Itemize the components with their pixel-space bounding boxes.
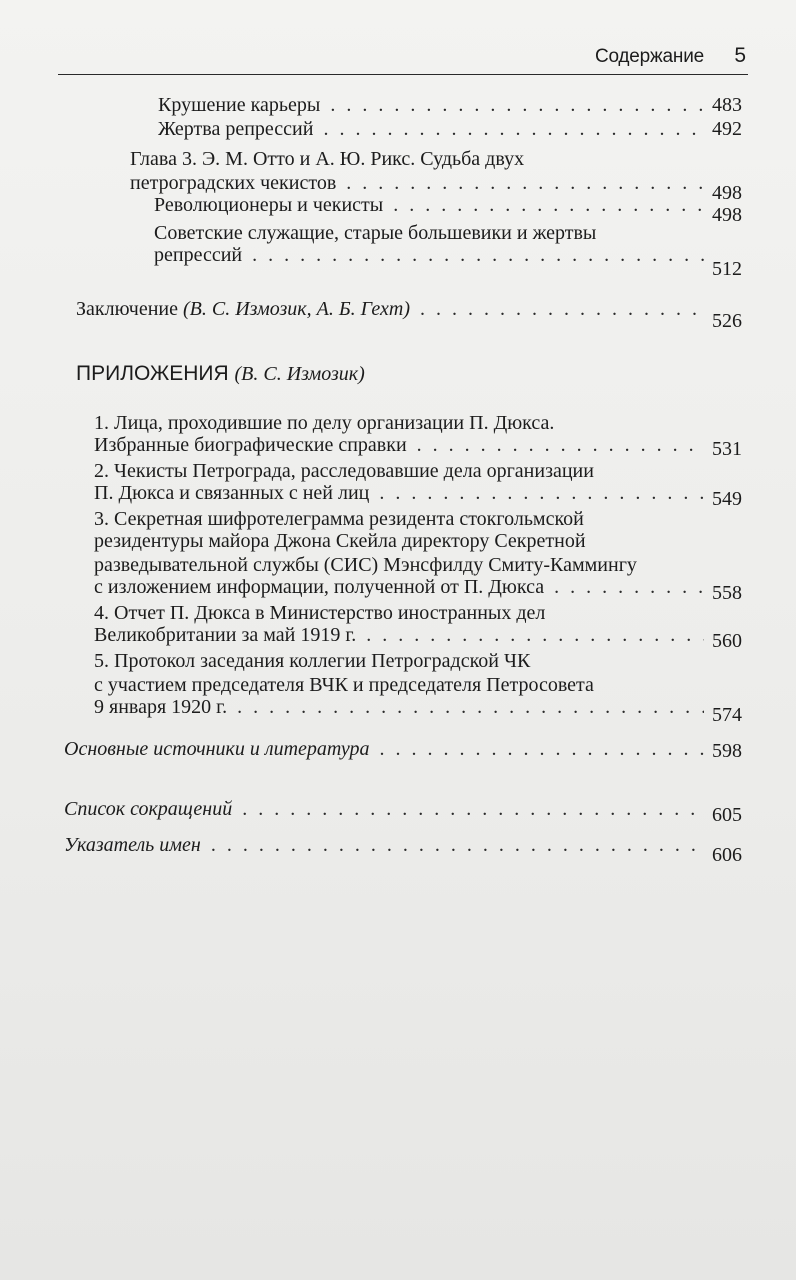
leader-dots [366, 624, 704, 646]
leader-dots [417, 434, 704, 456]
toc-entry-line: разведывательной службы (СИС) Мэнсфилду Смиту-Каммингу [94, 554, 637, 576]
toc-entry: Революционеры и чекисты . . . 498 [154, 194, 742, 216]
header-title: Содержание [594, 46, 704, 67]
toc-entry-conclusion: Заключение (В. С. Измозик, А. Б. Гехт) . . . 526 [76, 298, 742, 320]
toc-entry-line: 1. Лица, проходившие по делу организации П. Дюкса. [94, 412, 555, 434]
toc-entry: Избранные биографические справки . . . 531 [94, 434, 742, 456]
leader-dots [237, 696, 704, 718]
leader-dots [393, 194, 704, 216]
running-header [58, 40, 748, 75]
leader-dots [380, 738, 705, 760]
toc-entry-line: Глава 3. Э. М. Отто и А. Ю. Рикс. Судьба двух [130, 148, 525, 170]
toc-entry: П. Дюкса и связанных с ней лиц . . . 549 [94, 482, 742, 504]
leader-dots [242, 798, 704, 820]
toc-entry-line: с участием председателя ВЧК и председателя Петросовета [94, 674, 594, 696]
appendix-heading: ПРИЛОЖЕНИЯ (В. С. Измозик) [76, 362, 365, 385]
toc-entry-line: Советские служащие, старые большевики и жертвы [154, 222, 597, 244]
leader-dots [346, 172, 704, 194]
leader-dots [420, 298, 704, 320]
toc-entry-name-index: Указатель имен . . . 606 [64, 834, 742, 856]
toc-entry: Жертва репрессий . . . 492 [158, 118, 742, 140]
leader-dots [330, 94, 704, 116]
toc-entry: Великобритании за май 1919 г. . . . 560 [94, 624, 742, 646]
toc-entry: репрессий . . . 512 [154, 244, 742, 266]
leader-dots [554, 576, 704, 598]
leader-dots [379, 482, 704, 504]
toc-entry-line: 3. Секретная шифротелеграмма резидента стокгольмской [94, 508, 584, 530]
toc-entry: с изложением информации, полученной от П. Дюкса . . . 558 [94, 576, 742, 598]
leader-dots [211, 834, 704, 856]
header-page-number: 5 [734, 44, 746, 67]
toc-entry-line: 4. Отчет П. Дюкса в Министерство иностранных дел [94, 602, 546, 624]
leader-dots [252, 244, 704, 266]
toc-entry: Крушение карьеры . . . 483 [158, 94, 742, 116]
toc-entry-abbreviations: Список сокращений . . . 605 [64, 798, 742, 820]
toc-entry: 9 января 1920 г. . . . 574 [94, 696, 742, 718]
toc-entry: петроградских чекистов . . . 498 [130, 172, 742, 194]
toc-entry-line: 2. Чекисты Петрограда, расследовавшие дела организации [94, 460, 594, 482]
toc-entry-line: резидентуры майора Джона Скейла директору Секретной [94, 530, 586, 552]
toc-entry-line: 5. Протокол заседания коллегии Петроградской ЧК [94, 650, 531, 672]
toc-entry-sources: Основные источники и литература . . . 598 [64, 738, 742, 760]
leader-dots [323, 118, 704, 140]
